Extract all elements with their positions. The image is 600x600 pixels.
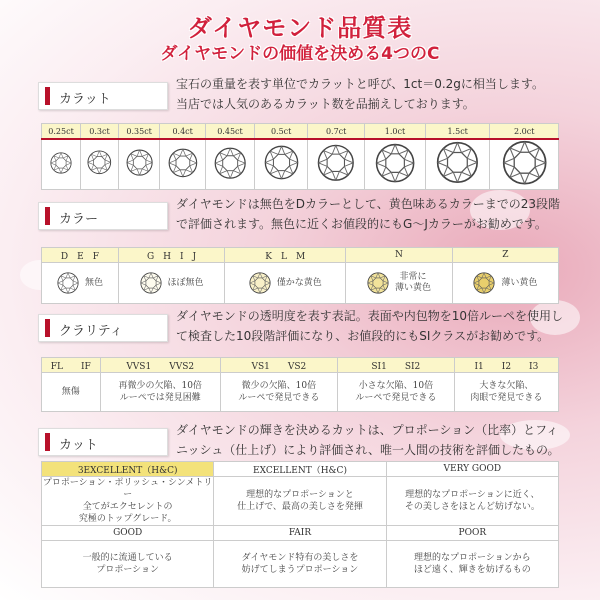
cut-grade-desc: プロポーション・ポリッシュ・シンメトリー 全てがエクセレントの 究極のトップグレード。	[42, 478, 213, 524]
carat-description	[176, 74, 544, 114]
color-grade-label: D E F	[42, 248, 119, 263]
clarity-grade-desc: 小さな欠陥、10倍 ルーペで発見できる	[337, 373, 454, 412]
page-title: ダイヤモンド品質表	[187, 14, 413, 42]
clarity-grade-label: VS1 VS2	[220, 358, 337, 373]
section-bar	[45, 319, 50, 337]
section-bar	[45, 87, 50, 105]
cut-grade-desc: 一般的に流通している プロポーション	[42, 541, 214, 588]
carat-size-label: 0.7ct	[308, 124, 365, 140]
clarity-grade-desc: 大きな欠陥、 肉眼で発見できる	[454, 373, 558, 412]
clarity-grade-label: FL IF	[42, 358, 101, 373]
diamond-icon	[50, 152, 72, 174]
desc-line: で評価されます。無色に近くお値段的にもG～Jカラーがお勧めです。	[176, 217, 547, 231]
clarity-description	[176, 306, 563, 346]
section-header-color	[38, 202, 168, 230]
cut-grade-label: VERY GOOD	[386, 462, 558, 477]
carat-cell	[308, 139, 365, 190]
desc-line: ダイヤモンドの透明度を表す表記。表面や内包物を10倍ルーペを使用し	[176, 309, 564, 323]
carat-cell	[205, 139, 254, 190]
carat-cell	[81, 139, 119, 190]
section-label: カラー	[59, 212, 99, 227]
carat-size-label: 2.0ct	[490, 124, 559, 140]
carat-size-label: 1.0ct	[365, 124, 426, 140]
color-cell	[118, 263, 224, 304]
carat-cell	[365, 139, 426, 190]
carat-cell	[425, 139, 490, 190]
color-cell	[225, 263, 346, 304]
carat-cell	[42, 139, 81, 190]
carat-size-label: 0.5ct	[255, 124, 308, 140]
color-cell-content	[225, 272, 345, 294]
carat-cell	[255, 139, 308, 190]
color-cell-content	[42, 272, 118, 294]
diamond-icon	[126, 149, 153, 176]
cut-grade-label: FAIR	[214, 526, 386, 541]
cut-grade-desc: ダイヤモンド特有の美しさを 妨げてしまうプロポーション	[214, 541, 386, 588]
diamond-icon	[214, 147, 246, 179]
color-grade-desc: ほぼ無色	[167, 277, 204, 288]
desc-line: 宝石の重量を表す単位でカラットと呼び、1ct＝0.2gに相当します。	[176, 77, 544, 91]
clarity-grade-label: SI1 SI2	[337, 358, 454, 373]
diamond-icon	[57, 272, 79, 294]
clarity-grade-desc: 無傷	[42, 373, 101, 412]
diamond-icon	[249, 272, 271, 294]
color-grade-desc: 薄い黄色	[501, 277, 538, 288]
section-bar	[45, 207, 50, 225]
desc-line: ニッシュ（仕上げ）により評価され、唯一人間の技術を評価したもの。	[176, 443, 560, 457]
color-grade-desc: 無色	[84, 277, 103, 288]
color-cell-content	[119, 272, 224, 294]
color-description	[176, 194, 560, 234]
carat-size-label: 0.25ct	[42, 124, 81, 140]
desc-line: ダイヤモンドの輝きを決めるカットは、プロポーション（比率）とフィ	[176, 423, 559, 437]
diamond-icon	[502, 140, 547, 185]
cut-grade-label: 3EXCELLENT（H&C)	[42, 462, 214, 477]
color-cell	[452, 263, 558, 304]
color-grade-label: G H I J	[118, 248, 224, 263]
diamond-icon	[473, 272, 495, 294]
clarity-grade-label: VVS1 VVS2	[100, 358, 220, 373]
carat-size-label: 0.45ct	[205, 124, 254, 140]
clarity-grade-desc: 微少の欠陥、10倍 ルーペで発見できる	[220, 373, 337, 412]
clarity-grade-desc: 再微少の欠陥、10倍 ルーペでは発見困難	[100, 373, 220, 412]
color-grade-label: N	[346, 248, 452, 263]
diamond-icon	[317, 144, 355, 182]
carat-size-label: 1.5ct	[425, 124, 490, 140]
carat-size-label: 0.4ct	[160, 124, 205, 140]
section-label: クラリティ	[59, 324, 123, 339]
color-grade-desc: 非常に 薄い黄色	[394, 272, 431, 293]
section-header-clarity	[38, 314, 168, 342]
carat-cell	[118, 139, 160, 190]
cut-description	[176, 420, 560, 460]
diamond-icon	[367, 272, 389, 294]
color-table	[41, 247, 559, 304]
cut-grade-desc: 理想的なプロポーションと 仕上げで、最高の美しさを発揮	[214, 477, 386, 526]
clarity-grade-label: I1 I2 I3	[454, 358, 558, 373]
cut-grade-label: POOR	[386, 526, 558, 541]
carat-size-label: 0.3ct	[81, 124, 119, 140]
color-cell	[346, 263, 452, 304]
color-cell	[42, 263, 119, 304]
color-grade-label: Z	[452, 248, 558, 263]
section-label: カット	[59, 438, 98, 453]
desc-line: ダイヤモンドは無色をDカラーとして、黄色味あるカラーまでの23段階	[176, 197, 561, 211]
diamond-icon	[87, 150, 112, 175]
color-grade-label: K L M	[225, 248, 346, 263]
cut-table	[41, 461, 559, 588]
diamond-icon	[436, 141, 479, 184]
section-header-cut	[38, 428, 168, 456]
cut-grade-desc: 理想的なプロポーションから ほど遠く、輝きを妨げるもの	[386, 541, 558, 588]
diamond-icon	[264, 145, 299, 180]
carat-table	[41, 123, 559, 190]
color-cell-content	[346, 272, 451, 294]
section-label: カラット	[59, 92, 111, 107]
section-bar	[45, 433, 50, 451]
cut-grade-desc: 理想的なプロポーションに近く、 その美しさをほとんど妨げない。	[386, 477, 558, 526]
carat-size-label: 0.35ct	[118, 124, 160, 140]
cut-grade-label: GOOD	[42, 526, 214, 541]
carat-cell	[160, 139, 205, 190]
desc-line: て検査した10段階評価になり、お値段的にもSIクラスがお勧めです。	[176, 329, 550, 343]
page-subtitle: ダイヤモンドの価値を決める4つのC	[160, 44, 440, 64]
diamond-icon	[375, 143, 415, 183]
desc-line: 当店では人気のあるカラット数を品揃えしております。	[176, 97, 475, 111]
color-cell-content	[453, 272, 558, 294]
diamond-icon	[140, 272, 162, 294]
color-grade-desc: 僅かな黄色	[276, 277, 322, 288]
carat-cell	[490, 139, 559, 190]
diamond-icon	[168, 148, 198, 178]
clarity-table	[41, 357, 559, 412]
cut-grade-label: EXCELLENT（H&C)	[214, 462, 386, 477]
section-header-carat	[38, 82, 168, 110]
